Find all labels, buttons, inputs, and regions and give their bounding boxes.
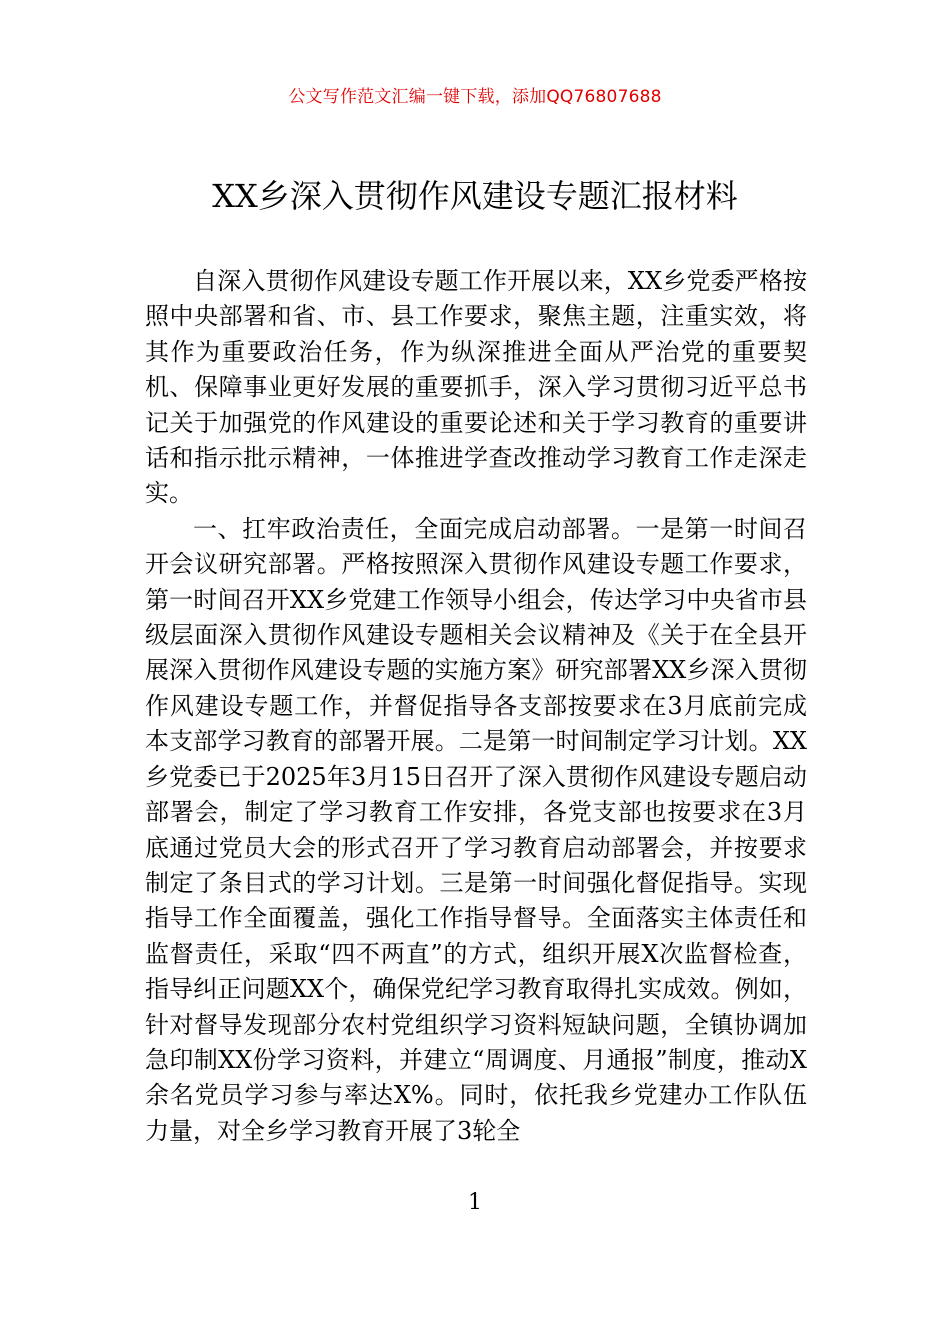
download-banner[interactable]: 公文写作范文汇编一键下载，添加QQ76807688 <box>288 87 662 107</box>
document-body <box>145 264 807 1149</box>
page-number: 1 <box>468 1190 482 1215</box>
section-one-paragraph: 一、扛牢政治责任，全面完成启动部署。一是第一时间召开会议研究部署。严格按照深入贯彻作风建设专题工作要求，第一时间召开XX乡党建工作领导小组会，传达学习中央省市县级层面深入贯彻作风建设专题相关会议精神及《关于在全县开展深入贯彻作风建设专题的实施方案》研究部署XX乡深入贯彻作风建设专题工作，并督促指导各支部按要求在3月底前完成本支部学习教育的部署开展。二是第一时间制定学习计划。XX乡党委已于2025年3月15日召开了深入贯彻作风建设专题启动部署会，制定了学习教育工作安排，各党支部也按要求在3月底通过党员大会的形式召开了学习教育启动部署会，并按要求制定了条目式的学习计划。三是第一时间强化督促指导。实现指导工作全面覆盖，强化工作指导督导。全面落实主体责任和监督责任，采取“四不两直”的方式，组织开展X次监督检查，指导纠正问题XX个，确保党纪学习教育取得扎实成效。例如，针对督导发现部分农村党组织学习资料短缺问题，全镇协调加急印制XX份学习资料，并建立“周调度、月通报”制度，推动X余名党员学习参与率达X%。同时，依托我乡党建办工作队伍力量，对全乡学习教育开展了3轮全 <box>145 514 807 1145</box>
intro-paragraph: 自深入贯彻作风建设专题工作开展以来，XX乡党委严格按照中央部署和省、市、县工作要求，聚焦主题，注重实效，将其作为重要政治任务，作为纵深推进全面从严治党的重要契机、保障事业更好发展的重要抓手，深入学习贯彻习近平总书记关于加强党的作风建设的重要论述和关于学习教育的重要讲话和指示批示精神，一体推进学查改推动学习教育工作走深走实。 <box>145 267 807 508</box>
document-title: XX乡深入贯彻作风建设专题汇报材料 <box>212 177 738 215</box>
